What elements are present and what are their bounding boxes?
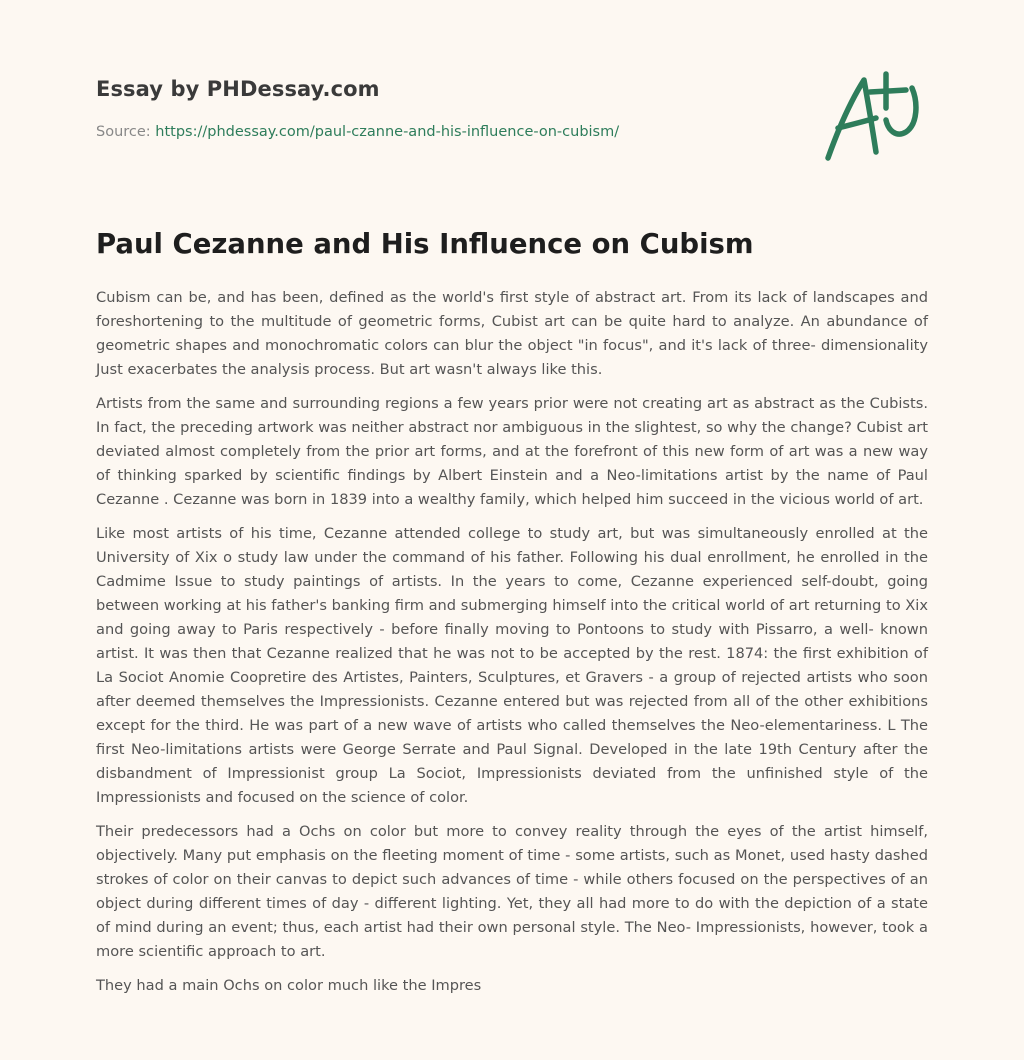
essay-paragraph: They had a main Ochs on color much like the Impres: [96, 977, 482, 994]
essay-paragraph: Artists from the same and surrounding regions a few years prior were not creating art as abstract as the Cubists. In fact, the preceding artwork was neither abstract nor ambiguous in the slightest, so why the change? Cubist art deviated almost completely from the prior art forms, and at the forefront of this new form of art was a new way of thinking sparked by scientific findings by Albert Einstein and a Neo-limitations artist by the name of Paul Cezanne . Cezanne was born in 1839 into a wealthy family, which helped him succeed in the vicious world of art.: [96, 395, 928, 508]
source-label: Source:: [96, 124, 156, 140]
essay-paragraph: Cubism can be, and has been, defined as the world's first style of abstract art. From its lack of landscapes and foreshortening to the multitude of geometric forms, Cubist art can be quite hard to analyze. An abundance of geometric shapes and monochromatic colors can blur the object "in focus", and it's lack of three- dimensionality Just exacerbates the analysis process. But art wasn't always like this.: [96, 289, 928, 378]
site-brand: Essay by PHDessay.com: [96, 77, 380, 101]
essay-title: Paul Cezanne and His Influence on Cubism: [96, 228, 754, 260]
source-line: [96, 124, 619, 140]
a-plus-grade-icon: [824, 68, 928, 164]
essay-paragraph: Their predecessors had a Ochs on color but more to convey reality through the eyes of the artist himself, objectively. Many put emphasis on the fleeting moment of time - some artists, such as Monet, used hasty dashed strokes of color on their canvas to depict such advances of time - while others focused on the perspectives of an object during different times of day - different lighting. Yet, they all had more to do with the depiction of a state of mind during an event; thus, each artist had their own personal style. The Neo- Impressionists, however, took a more scientific approach to art.: [96, 823, 928, 960]
source-link[interactable]: https://phdessay.com/paul-czanne-and-his-influence-on-cubism/: [155, 124, 620, 140]
essay-body: [96, 286, 928, 1008]
essay-paragraph: Like most artists of his time, Cezanne attended college to study art, but was simultaneously enrolled at the University of Xix o study law under the command of his father. Following his dual enrollment, he enrolled in the Cadmime Issue to study paintings of artists. In the years to come, Cezanne experienced self-doubt, going between working at his father's banking firm and submerging himself into the critical world of art returning to Xix and going away to Paris respectively - before finally moving to Pontoons to study with Pissarro, a well- known artist. It was then that Cezanne realized that he was not to be accepted by the rest. 1874: the first exhibition of La Sociot Anomie Coopretire des Artistes, Painters, Sculptures, et Gravers - a group of rejected artists who soon after deemed themselves the Impressionists. Cezanne entered but was rejected from all of the other exhibitions except for the third. He was part of a new wave of artists who called themselves the Neo-elementariness. L The first Neo-limitations artists were George Serrate and Paul Signal. Developed in the late 19th Century after the disbandment of Impressionist group La Sociot, Impressionists deviated from the unfinished style of the Impressionists and focused on the science of color.: [96, 525, 928, 806]
